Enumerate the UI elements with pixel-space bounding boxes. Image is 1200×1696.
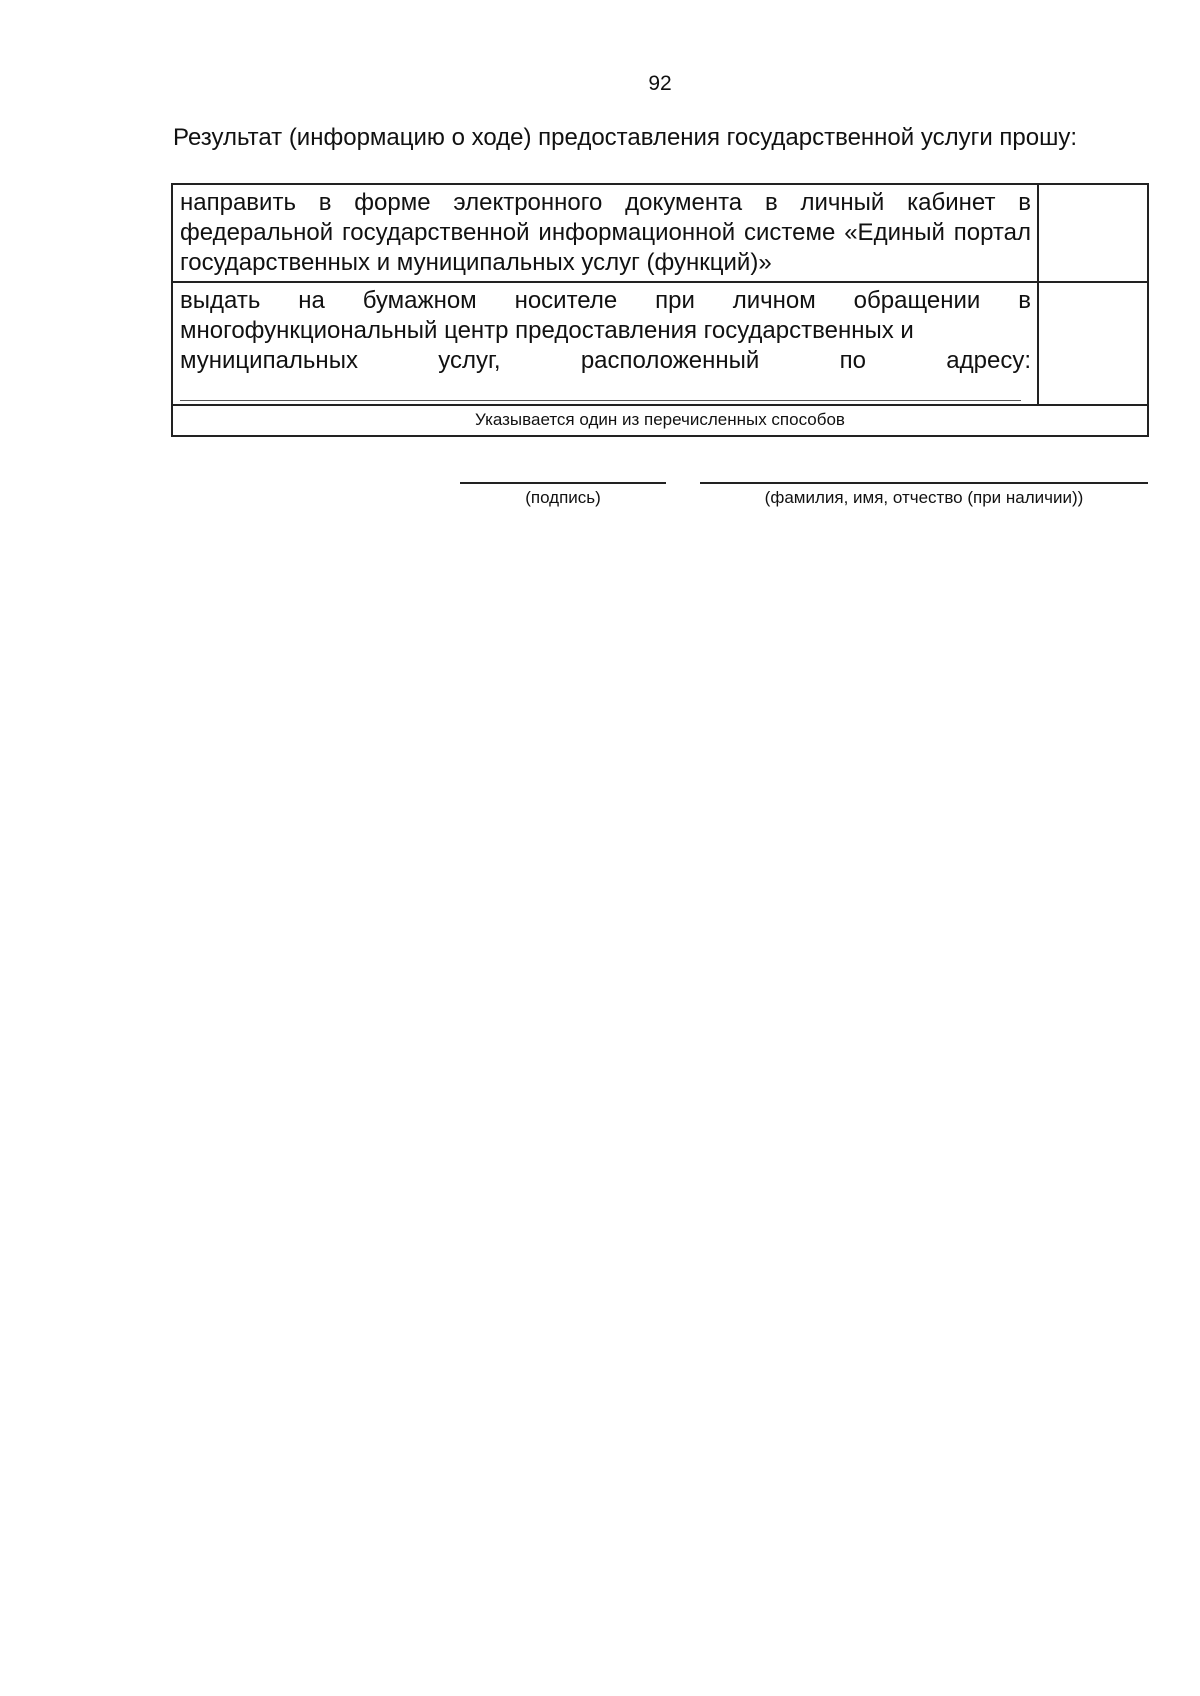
fullname-line[interactable] (700, 482, 1148, 484)
option-electronic-text: направить в форме электронного документа в личный кабинет в федеральной государственной информационной системе «Единый портал государственных и муниципальных услуг (функций)» (172, 184, 1038, 282)
option-paper-checkbox[interactable] (1038, 282, 1148, 405)
note-row (172, 405, 1148, 436)
page-number: 92 (648, 72, 672, 95)
intro-paragraph: Результат (информацию о ходе) предоставления государственной услуги прошу: (173, 124, 1078, 151)
address-input-line[interactable] (180, 376, 1021, 401)
signature-line[interactable] (460, 482, 666, 484)
option-row-paper (172, 282, 1148, 405)
option-row-electronic (172, 184, 1148, 282)
delivery-options-table (171, 183, 1149, 437)
options-note: Указывается один из перечисленных способов (172, 405, 1148, 436)
option-paper-address-label: муниципальных услуг, расположенный по адресу: (180, 347, 1031, 374)
signature-caption: (подпись) (525, 488, 601, 507)
fullname-caption: (фамилия, имя, отчество (при наличии)) (764, 488, 1084, 507)
option-electronic-checkbox[interactable] (1038, 184, 1148, 282)
option-paper-cell (172, 282, 1038, 405)
option-paper-text: выдать на бумажном носителе при личном обращении в многофункциональный центр предоставления государственных и (180, 287, 1031, 344)
